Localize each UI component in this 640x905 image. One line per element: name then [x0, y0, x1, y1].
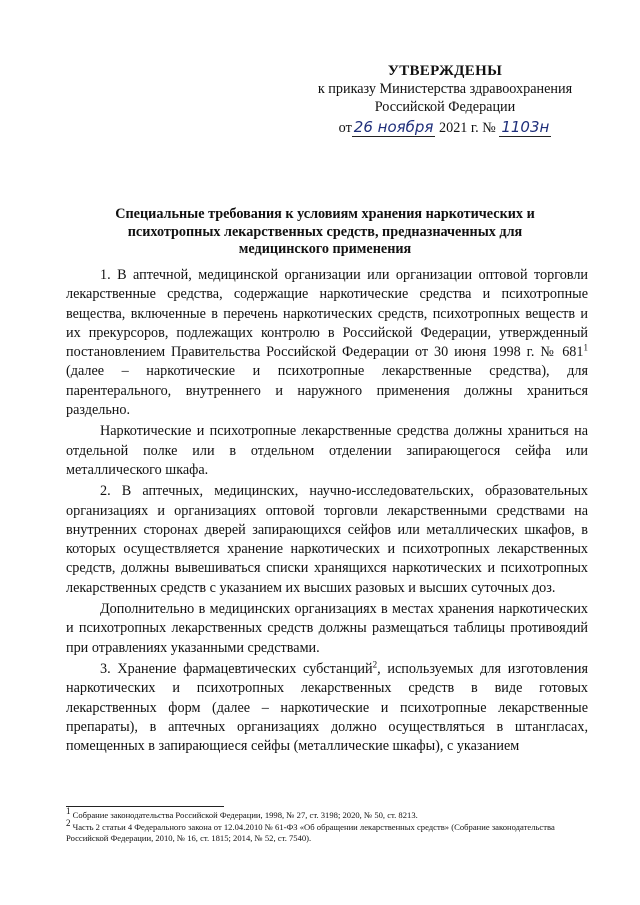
paragraph-5 — [66, 660, 588, 756]
approval-line-federation: Российской Федерации — [374, 99, 516, 115]
footnote-divider — [66, 806, 224, 807]
approval-stamp-block — [300, 62, 590, 137]
paragraph-4: Дополнительно в медицинских организациях в местах хранения наркотических и психотропных лекарственных средств должны размещаться таблицы противоядий при отравлениях указанными средствами. — [66, 601, 588, 656]
approval-order-line — [300, 118, 590, 137]
order-date-handwritten: 26 ноября — [353, 118, 434, 136]
paragraph-1 — [66, 266, 588, 420]
footnotes-block — [66, 806, 588, 845]
footnote-ref-2: 2 — [372, 659, 378, 670]
document-body — [66, 266, 588, 758]
footnote-1 — [66, 806, 588, 822]
order-from-label: от — [338, 120, 352, 136]
order-year-label: 2021 г. № — [439, 120, 496, 136]
footnote-2 — [66, 817, 588, 845]
paragraph-5-text-b: , используемых для изготовления наркотических и психотропных лекарственных средств в виде готовых лекарственных форм (далее – наркотические и психотропные лекарственные препараты), в аптечных организациях должно осуществляться в штангласах, помещенных в запирающиеся сейфы (металлические шкафы), с указанием — [66, 660, 588, 755]
footnote-2-text: Часть 2 статьи 4 Федерального закона от 12.04.2010 № 61-ФЗ «Об обращении лекарственных средств» (Собрание законодательства Российской Федерации, 2010, № 16, ст. 1815; 2014, № 52, ст. 7540). — [66, 821, 555, 843]
paragraph-1-text-b: (далее – наркотические и психотропные лекарственные средства), для парентерального, внутреннего и наружного применения должны храниться раздельно. — [66, 363, 588, 419]
order-number-handwritten: 1103н — [501, 118, 550, 136]
paragraph-1-text-a: 1. В аптечной, медицинской организации или организации оптовой торговли лекарственные средства, содержащие наркотические средства и психотропные вещества, включенные в перечень наркотических средств, психотропных веществ и их прекурсоров, подлежащих контролю в Российской Федерации, утвержденный постановлением Правительства Российской Федерации от 30 июня 1998 г. № 681 — [66, 267, 588, 361]
footnote-1-mark: 1 — [66, 806, 71, 817]
paragraph-5-text-a: 3. Хранение фармацевтических субстанций — [100, 660, 373, 677]
paragraph-2: Наркотические и психотропные лекарственные средства должны храниться на отдельной полке или в отдельном отделении запирающегося сейфа или металлического шкафа. — [66, 423, 588, 478]
paragraph-3: 2. В аптечных, медицинских, научно-исследовательских, образовательных организациях и организациях оптовой торговли лекарственными средствами на внутренних сторонах дверей запирающихся сейфов или металлических шкафов, в которых осуществляется хранение наркотических и психотропных лекарственных средств, должны вывешиваться списки хранящихся наркотических и психотропных лекарственных средств с указанием их высших разовых и высших суточных доз. — [66, 483, 588, 596]
approval-line-ministry: к приказу Министерства здравоохранения — [317, 81, 573, 97]
footnote-1-text: Собрание законодательства Российской Федерации, 1998, № 27, ст. 3198; 2020, № 50, ст. 8213. — [70, 810, 418, 820]
approval-title: УТВЕРЖДЕНЫ — [387, 63, 503, 79]
document-heading: Специальные требования к условиям хранения наркотических и психотропных лекарственных средств, предназначенных для медицинского применения — [115, 206, 535, 257]
footnote-2-mark: 2 — [66, 817, 71, 828]
footnote-ref-1: 1 — [583, 342, 588, 353]
